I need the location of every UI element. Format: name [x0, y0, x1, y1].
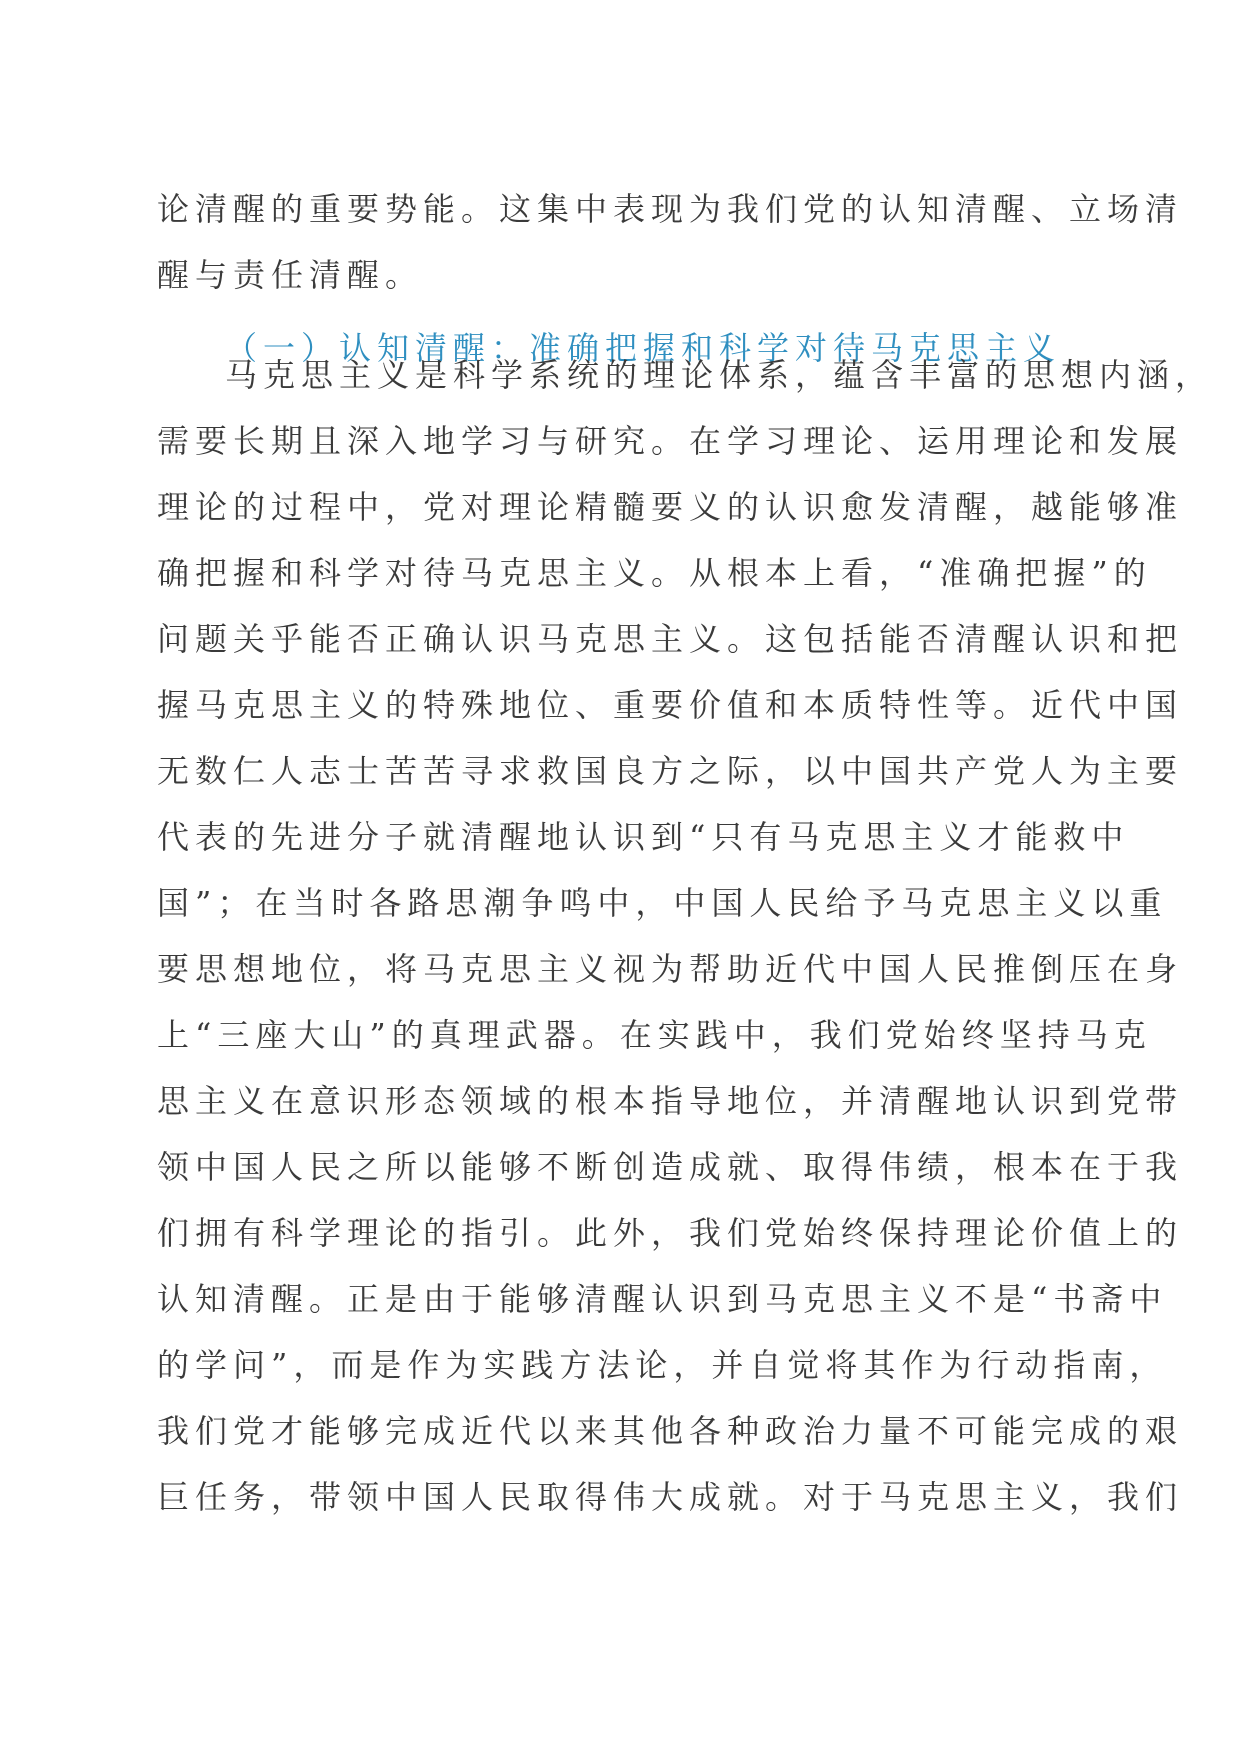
paragraph-line-1: 马克思主义是科学系统的理论体系，蕴含丰富的思想内涵， [225, 356, 1214, 394]
paragraph-line-15: 认知清醒。正是由于能够清醒认识到马克思主义不是“书斋中 [157, 1280, 1168, 1318]
paragraph-line-6: 握马克思主义的特殊地位、重要价值和本质特性等。近代中国 [157, 686, 1184, 724]
intro-line-2: 醒与责任清醒。 [157, 256, 424, 294]
paragraph-line-18: 巨任务，带领中国人民取得伟大成就。对于马克思主义，我们 [157, 1478, 1184, 1516]
paragraph-line-5: 问题关乎能否正确认识马克思主义。这包括能否清醒认识和把 [157, 620, 1184, 658]
paragraph-line-17: 我们党才能够完成近代以来其他各种政治力量不可能完成的艰 [157, 1412, 1184, 1450]
section-heading: （一）认知清醒：准确把握和科学对待马克思主义 [225, 329, 1062, 367]
paragraph-line-8: 代表的先进分子就清醒地认识到“只有马克思主义才能救中 [157, 818, 1130, 856]
intro-paragraph [157, 176, 1184, 308]
body-paragraph [157, 342, 1214, 1530]
paragraph-line-9: 国”；在当时各路思潮争鸣中，中国人民给予马克思主义以重 [157, 884, 1168, 922]
paragraph-line-12: 思主义在意识形态领域的根本指导地位，并清醒地认识到党带 [157, 1082, 1184, 1120]
paragraph-line-11: 上“三座大山”的真理武器。在实践中，我们党始终坚持马克 [157, 1016, 1152, 1054]
paragraph-line-14: 们拥有科学理论的指引。此外，我们党始终保持理论价值上的 [157, 1214, 1184, 1252]
paragraph-line-13: 领中国人民之所以能够不断创造成就、取得伟绩，根本在于我 [157, 1148, 1184, 1186]
paragraph-line-2: 需要长期且深入地学习与研究。在学习理论、运用理论和发展 [157, 422, 1184, 460]
paragraph-line-3: 理论的过程中，党对理论精髓要义的认识愈发清醒，越能够准 [157, 488, 1184, 526]
paragraph-line-7: 无数仁人志士苦苦寻求救国良方之际，以中国共产党人为主要 [157, 752, 1184, 790]
paragraph-line-10: 要思想地位，将马克思主义视为帮助近代中国人民推倒压在身 [157, 950, 1184, 988]
paragraph-line-4: 确把握和科学对待马克思主义。从根本上看，“准确把握”的 [157, 554, 1152, 592]
paragraph-line-16: 的学问”，而是作为实践方法论，并自觉将其作为行动指南， [157, 1346, 1168, 1384]
intro-line-1: 论清醒的重要势能。这集中表现为我们党的认知清醒、立场清 [157, 190, 1184, 228]
